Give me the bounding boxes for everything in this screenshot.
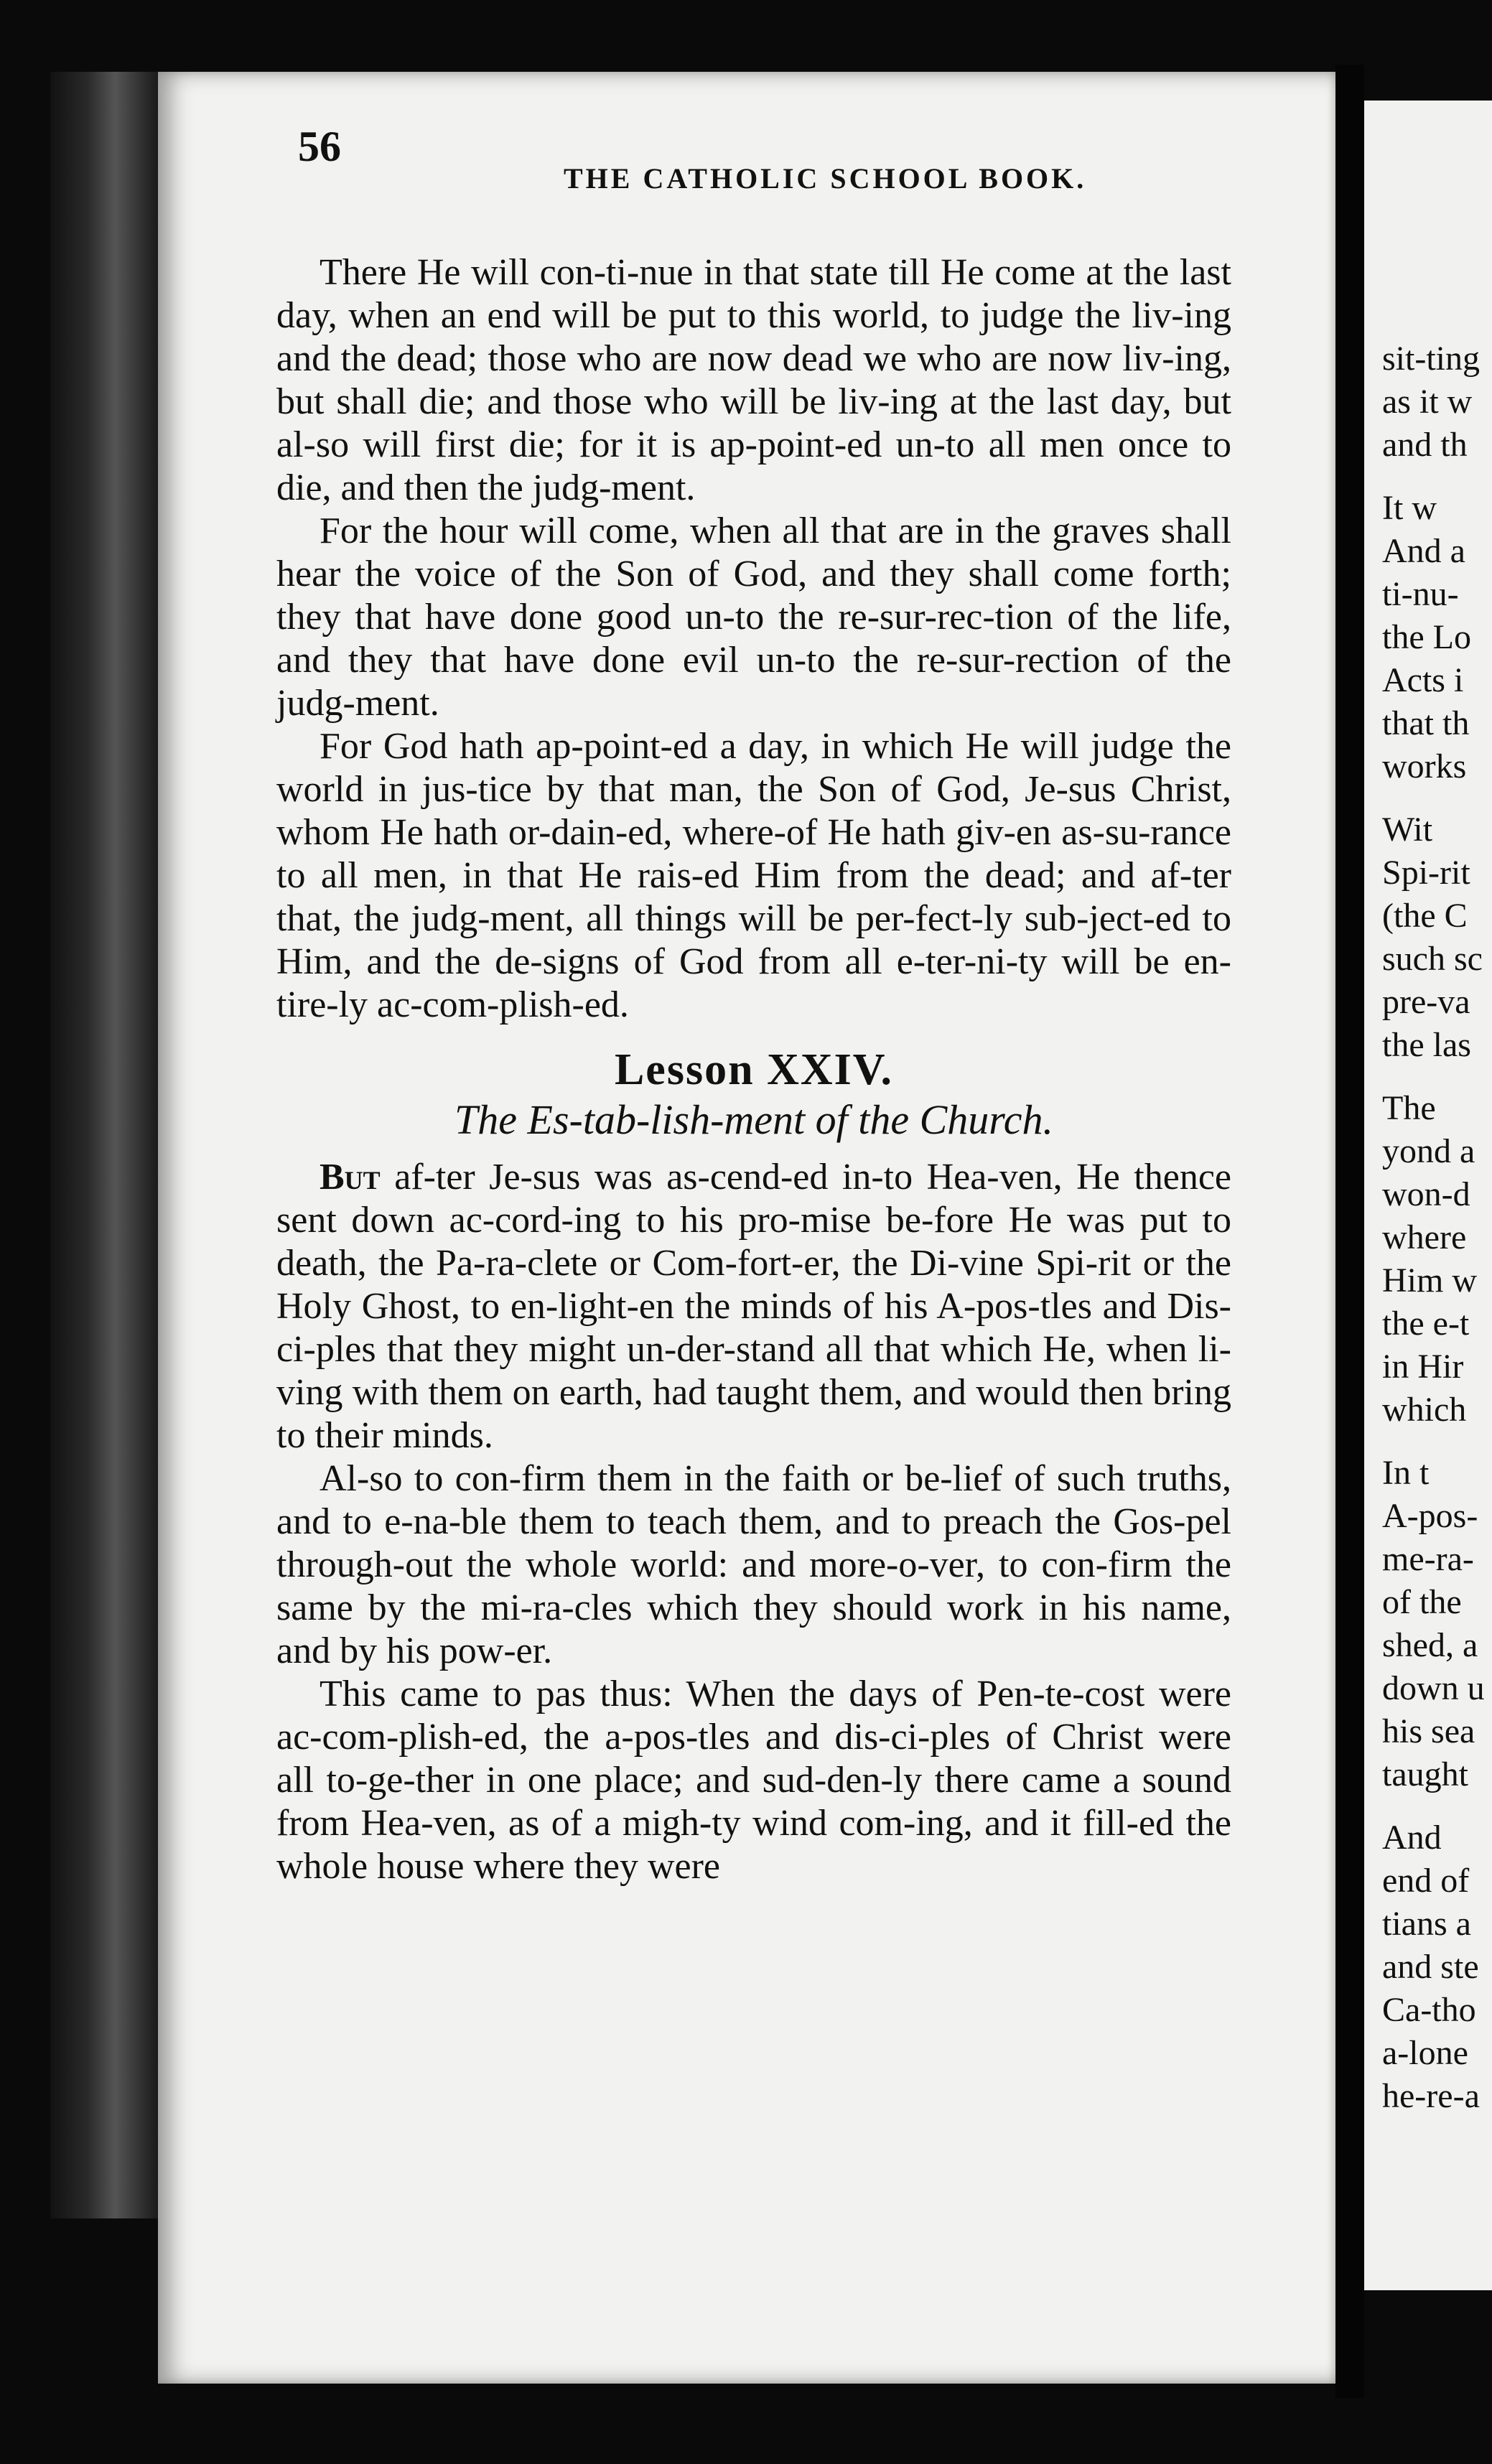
right-page-line: such sc [1382, 940, 1483, 978]
right-page-line: in Hir [1382, 1348, 1464, 1386]
right-page-line: a-lone [1382, 2034, 1468, 2072]
right-page-line: shed, a [1382, 1626, 1478, 1664]
right-page-line: yond a [1382, 1132, 1475, 1170]
right-page-line: The [1382, 1089, 1436, 1127]
right-page-line [1382, 1067, 1492, 1087]
right-page-line: that th [1382, 704, 1470, 742]
right-page-line: the e-t [1382, 1305, 1470, 1343]
right-page-fragment [1364, 101, 1492, 2290]
right-page-line: In t [1382, 1454, 1430, 1492]
right-page-line: Spi-rit [1382, 854, 1470, 892]
paragraph-6: This came to pas thus: When the days of Pen-te-cost were ac-com-plish-ed, the a-pos-tles and dis-ci-ples of Christ were all to-ge-ther in one place; and sud-den-ly there came a sound from Hea-ven, as of a migh-ty wind com-ing, and it fill-ed the whole house where they were [276, 1674, 1231, 1887]
right-page-line: where [1382, 1218, 1467, 1256]
right-page-line: as it w [1382, 383, 1473, 421]
right-page-line: end of [1382, 1862, 1470, 1900]
right-page-line [1382, 1796, 1492, 1816]
lesson-subtitle: The Es-tab-lish-ment of the Church. [454, 1096, 1053, 1143]
right-page-line: the Lo [1382, 618, 1471, 656]
paragraph-2: For the hour will come, when all that are in the graves shall hear the voice of the Son of God, and they shall come forth; they that have done good un-to the re-sur-rec-tion of the life, and they that have done evil un-to the re-sur-rection of the judg-ment. [276, 510, 1231, 724]
paragraph-5: Al-so to con-firm them in the faith or be-lief of such truths, and to e-na-ble them to teach them, and to preach the Gos-pel through-out the whole world: and more-o-ver, to con-firm the same by the mi-ra-cles which they should work in his name, and by his pow-er. [276, 1458, 1231, 1671]
drop-word: But [320, 1157, 381, 1198]
paragraph-3: For God hath ap-point-ed a day, in which He will judge the world in jus-tice by that man, the Son of God, Je-sus Christ, whom He hath or-dain-ed, where-of He hath giv-en as-su-rance to all men, in that He rais-ed Him from the dead; and af-ter that, the judg-ment, all things will be per-fect-ly sub-ject-ed to Him, and the de-signs of God from all e-ter-ni-ty will be en-tire-ly ac-com-plish-ed. [276, 726, 1231, 1025]
right-page-line: Wit [1382, 811, 1433, 849]
page-body [276, 251, 1231, 1888]
page-number: 56 [298, 123, 341, 170]
right-page-line: ti-nu- [1382, 575, 1459, 613]
lesson-heading: Lesson XXIV. [614, 1045, 894, 1094]
right-page-line: tians a [1382, 1905, 1471, 1943]
right-page-line [1382, 1432, 1492, 1452]
right-page-line: he-re-a [1382, 2077, 1480, 2115]
right-page-text [1382, 337, 1492, 2118]
right-page-line: And a [1382, 532, 1465, 570]
left-page [158, 72, 1335, 2384]
right-page-line: Acts i [1382, 661, 1464, 699]
paragraph-1: There He will con-ti-nue in that state till He come at the last day, when an end will be put to this world, to judge the liv-ing and the dead; those who are now dead we who are now liv-ing, but shall die; and those who will be liv-ing at the last day, but al-so will first die; for it is ap-point-ed un-to all men once to die, and then the judg-ment. [276, 252, 1231, 508]
right-page-line [1382, 788, 1492, 808]
right-page-line: and th [1382, 426, 1468, 464]
right-page-line: pre-va [1382, 983, 1470, 1021]
right-page-line: And [1382, 1819, 1442, 1857]
right-page-line [1382, 467, 1492, 487]
page-gutter [1335, 65, 1364, 2398]
right-page-line: the las [1382, 1026, 1471, 1064]
right-page-line: me-ra- [1382, 1540, 1474, 1578]
right-page-line: Ca-tho [1382, 1991, 1476, 2029]
right-page-line: It w [1382, 489, 1437, 527]
right-page-line: Him w [1382, 1261, 1477, 1299]
right-page-line: sit-ting [1382, 340, 1481, 378]
right-page-line: and ste [1382, 1948, 1479, 1986]
running-title: THE CATHOLIC SCHOOL BOOK. [564, 162, 1087, 195]
right-page-line: of the [1382, 1583, 1462, 1621]
right-page-line: won-d [1382, 1175, 1470, 1213]
right-page-line: (the C [1382, 897, 1468, 935]
right-page-line: down u [1382, 1669, 1485, 1707]
book-spine [50, 72, 158, 2218]
right-page-line: which [1382, 1391, 1467, 1429]
paragraph-4 [276, 1156, 1231, 1457]
paragraph-4-text: af-ter Je-sus was as-cend-ed in-to Hea-ven, He thence sent down ac-cord-ing to his pro-mise be-fore He was put to death, the Pa-ra-clete or Com-fort-er, the Di-vine Spi-rit or the Holy Ghost, to en-light-en the minds of his A-pos-tles and Dis-ci-ples that they might un-der-stand all that which He, when li-ving with them on earth, had taught them, and would then bring to their minds. [276, 1157, 1231, 1456]
right-page-line: works [1382, 747, 1467, 785]
right-page-line: A-pos- [1382, 1497, 1478, 1535]
right-page-line: his sea [1382, 1712, 1475, 1750]
right-page-line: taught [1382, 1755, 1468, 1793]
